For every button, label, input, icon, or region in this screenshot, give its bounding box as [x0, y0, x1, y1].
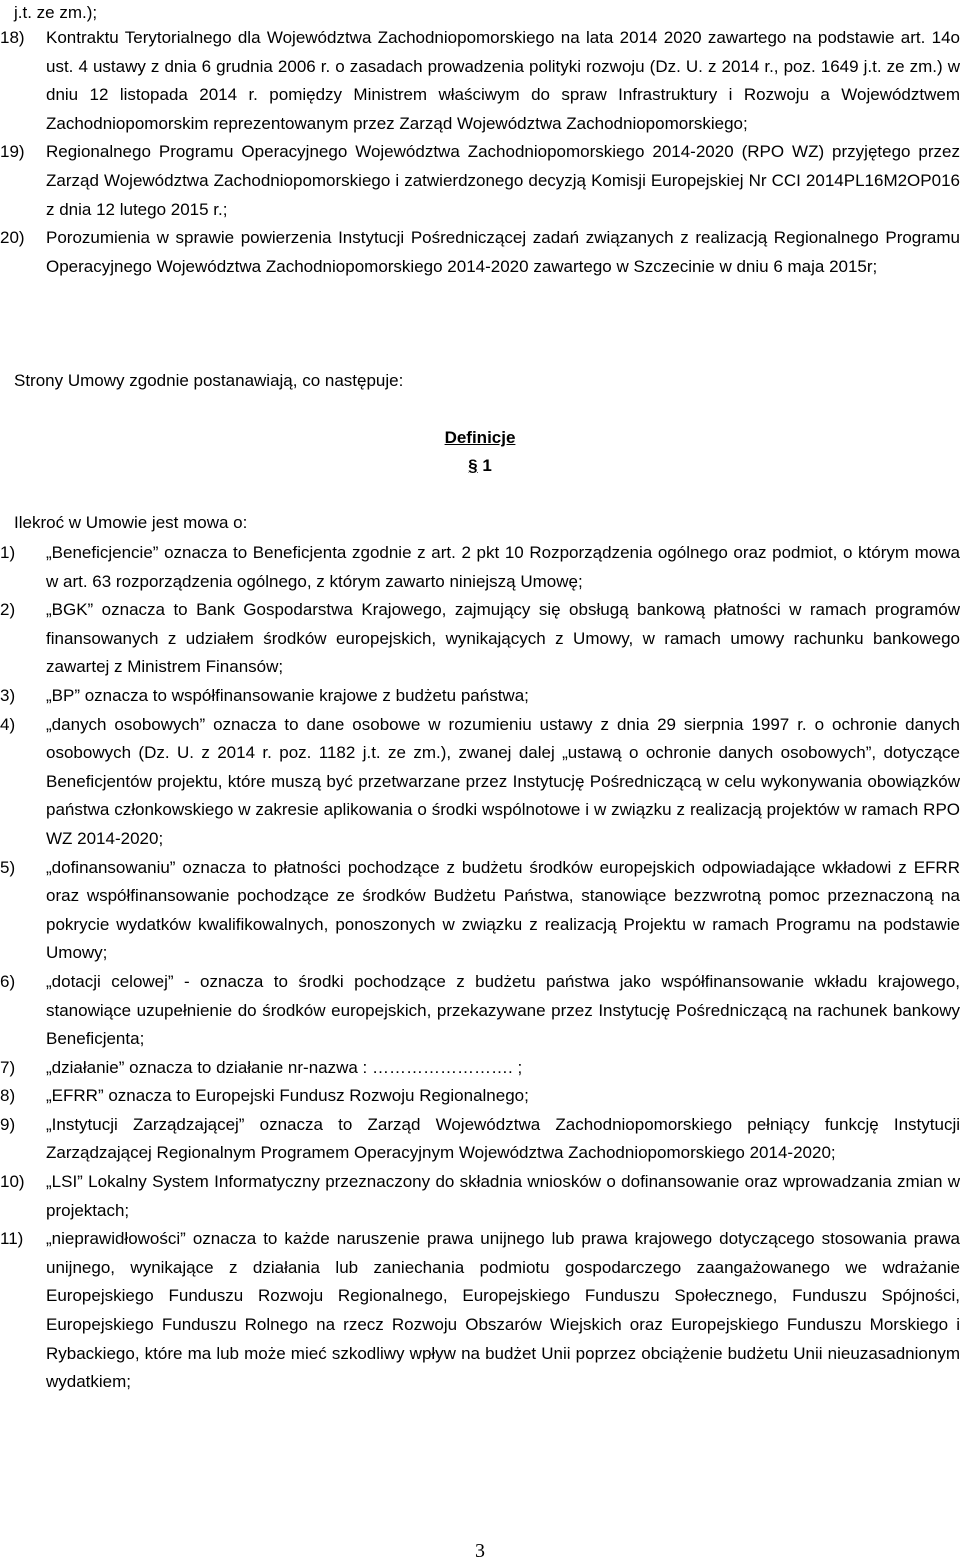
item-text: „EFRR” oznacza to Europejski Fundusz Rozwoju Regionalnego; — [46, 1086, 529, 1106]
item-text: „dotacji celowej” - oznacza to środki pochodzące z budżetu państwa jako współfinansowanie wkładu krajowego, stanowiące uzupełnienie do środków europejskich, przekazywane przez Instytucję Pośredniczącą na rachunek bankowy Beneficjenta; — [46, 971, 960, 1049]
list-item — [0, 1168, 960, 1225]
item-text: „działanie” oznacza to działanie nr-nazwa : ……………………. ; — [46, 1057, 523, 1077]
item-number: 5) — [0, 857, 16, 877]
item-text: „danych osobowych” oznacza to dane osobowe w rozumieniu ustawy z dnia 29 sierpnia 1997 r. o ochronie danych osobowych (Dz. U. z 2014 r. poz. 1182 j.t. ze zm.), zwanej dalej „ustawą o ochronie danych osobowych”, dotyczące Beneficjentów projektu, które muszą być przetwarzane przez Instytucję Pośredniczącą w celu wykonywania obowiązków państwa członkowskiego w zakresie aplikowania o środki wspólnotowe i w związku z realizacją projektów w ramach RPO WZ 2014-2020; — [46, 714, 960, 848]
page-number: 3 — [475, 1540, 485, 1562]
list-item — [0, 224, 960, 281]
top-fragment: j.t. ze zm.); — [14, 3, 98, 22]
item-number: 7) — [0, 1057, 16, 1077]
definitions-heading: Definicje — [444, 428, 516, 447]
list-item — [0, 24, 960, 138]
list-item — [0, 682, 960, 711]
definitions-list — [0, 539, 960, 1397]
item-number: 2) — [0, 600, 16, 620]
item-text: Kontraktu Terytorialnego dla Województwa Zachodniopomorskiego na lata 2014 2020 zawartego na podstawie art. 14o ust. 4 ustawy z dnia 6 grudnia 2006 r. o zasadach prowadzenia polityki rozwoju (Dz. U. z 2014 r., poz. 1649 j.t. ze zm.) w dniu 12 listopada 2014 r. pomiędzy Ministrem właściwym do spraw Infrastruktury i Rozwoju a Województwem Zachodniopomorskim reprezentowanym przez Zarząd Województwa Zachodniopomorskiego; — [46, 28, 960, 133]
list-item — [0, 1225, 960, 1397]
item-number: 9) — [0, 1114, 16, 1134]
recitals-list — [0, 24, 960, 281]
list-item — [0, 596, 960, 682]
section-number: § 1 — [468, 456, 492, 475]
item-text: Regionalnego Programu Operacyjnego Województwa Zachodniopomorskiego 2014-2020 (RPO WZ) przyjętego przez Zarząd Województwa Zachodniopomorskiego i zatwierdzonego decyzją Komisji Europejskiej Nr CCI 2014PL16M2OP016 z dnia 12 lutego 2015 r.; — [46, 142, 960, 219]
list-item — [0, 1054, 960, 1083]
item-text: „Instytucji Zarządzającej” oznacza to Zarząd Województwa Zachodniopomorskiego pełniący funkcję Instytucji Zarządzającej Regionalnym Programem Operacyjnym Województwa Zachodniopomorskiego 2014-2020; — [46, 1114, 960, 1163]
item-number: 1) — [0, 543, 16, 562]
item-number: 19) — [0, 142, 25, 162]
item-number: 6) — [0, 971, 16, 991]
list-item — [0, 138, 960, 224]
item-text: „nieprawidłowości” oznacza to każde naruszenie prawa unijnego lub prawa krajowego dotyczącego stosowania prawa unijnego, wynikające z działania lub zaniechania podmiotu gospodarczego zaangażowanego we wdrażanie Europejskiego Funduszu Rozwoju Regionalnego, Europejskiego Funduszu Społecznego, Funduszu Spójności, Europejskiego Funduszu Rolnego na rzecz Rozwoju Obszarów Wiejskich oraz Europejskiego Funduszu Morskiego i Rybackiego, które ma lub może mieć szkodliwy wpływ na budżet Unii poprzez obciążenie budżetu Unii nieuzasadnionym wydatkiem; — [46, 1229, 960, 1392]
item-number: 10) — [0, 1172, 25, 1192]
definitions-intro: Ilekroć w Umowie jest mowa o: — [14, 513, 248, 532]
list-item — [0, 854, 960, 968]
list-item — [0, 711, 960, 854]
item-text: „BP” oznacza to współfinansowanie krajowe z budżetu państwa; — [46, 685, 529, 705]
item-text: „Beneficjencie” oznacza to Beneficjenta zgodnie z art. 2 pkt 10 Rozporządzenia ogólnego oraz podmiot, o którym mowa w art. 63 rozporządzenia ogólnego, z którym zawarto niniejszą Umowę; — [46, 543, 960, 591]
section-number-value: 1 — [482, 456, 492, 475]
item-text: „BGK” oznacza to Bank Gospodarstwa Krajowego, zajmujący się obsługą bankową płatności w ramach programów finansowanych z udziałem środków europejskich, wynikających z Umowy, w ramach umowy rachunku bankowego zawartej z Ministrem Finansów; — [46, 600, 960, 677]
item-text: „dofinansowaniu” oznacza to płatności pochodzące z budżetu środków europejskich odpowiadające wkładowi z EFRR oraz współfinansowanie pochodzące ze środków Budżetu Państwa, stanowiące bezzwrotną pomoc przeznaczoną na pokrycie wydatków kwalifikowalnych, ponoszonych w związku z realizacją Projektu w ramach Programu na podstawie Umowy; — [46, 857, 960, 963]
item-number: 8) — [0, 1086, 16, 1106]
item-number: 4) — [0, 714, 16, 734]
item-number: 18) — [0, 28, 25, 47]
list-item — [0, 1082, 960, 1111]
item-number: 20) — [0, 228, 25, 248]
agreement-intro: Strony Umowy zgodnie postanawiają, co następuje: — [14, 371, 404, 390]
list-item — [0, 539, 960, 596]
item-number: 11) — [0, 1229, 24, 1249]
item-number: 3) — [0, 685, 16, 705]
list-item — [0, 1111, 960, 1168]
item-text: Porozumienia w sprawie powierzenia Instytucji Pośredniczącej zadań związanych z realizacją Regionalnego Programu Operacyjnego Województwa Zachodniopomorskiego 2014-2020 zawartego w Szczecinie w dniu 6 maja 2015r; — [46, 228, 960, 276]
item-text: „LSI” Lokalny System Informatyczny przeznaczony do składnia wniosków o dofinansowanie oraz wprowadzania zmian w projektach; — [46, 1172, 960, 1220]
list-item — [0, 968, 960, 1054]
